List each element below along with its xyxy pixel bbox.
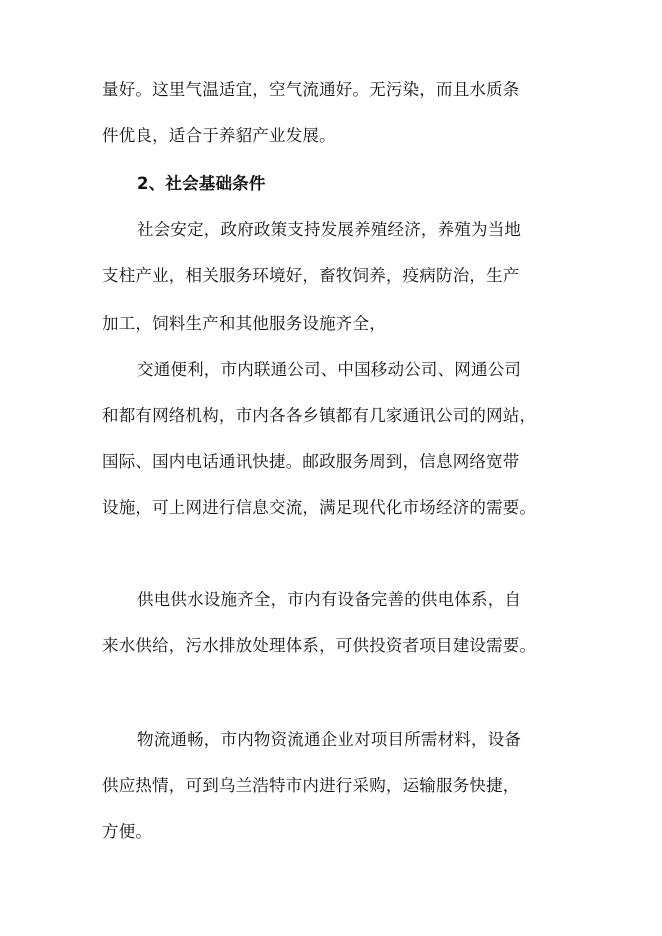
text-line: 物流通畅，市内物资流通企业对项目所需材料，设备	[137, 730, 522, 749]
text-line: 量好。这里气温适宜，空气流通好。无污染，而且水质条	[102, 80, 520, 99]
text-line: 和都有网络机构，市内各各乡镇都有几家通讯公司的网站，	[102, 406, 537, 425]
text-line: 件优良，适合于养貂产业发展。	[102, 126, 336, 145]
text-line: 支柱产业，相关服务环境好，畜牧饲养，疫病防治，生产	[102, 266, 520, 285]
text-line: 加工，饲料生产和其他服务设施齐全，	[102, 314, 386, 333]
text-line: 国际、国内电话通讯快捷。邮政服务周到，信息网络宽带	[102, 452, 520, 471]
text-line: 设施，可上网进行信息交流，满足现代化市场经济的需要。	[102, 498, 537, 517]
text-line: 方便。	[102, 822, 153, 841]
text-line: 供应热情，可到乌兰浩特市内进行采购，运输服务快捷，	[102, 776, 520, 795]
text-line: 来水供给，污水排放处理体系，可供投资者项目建设需要。	[102, 636, 537, 655]
section-heading: 2、社会基础条件	[137, 174, 266, 193]
text-line: 社会安定，政府政策支持发展养殖经济，养殖为当地	[137, 220, 522, 239]
text-line: 供电供水设施齐全，市内有设备完善的供电体系，自	[137, 590, 522, 609]
text-line: 交通便利，市内联通公司、中国移动公司、网通公司	[137, 360, 522, 379]
